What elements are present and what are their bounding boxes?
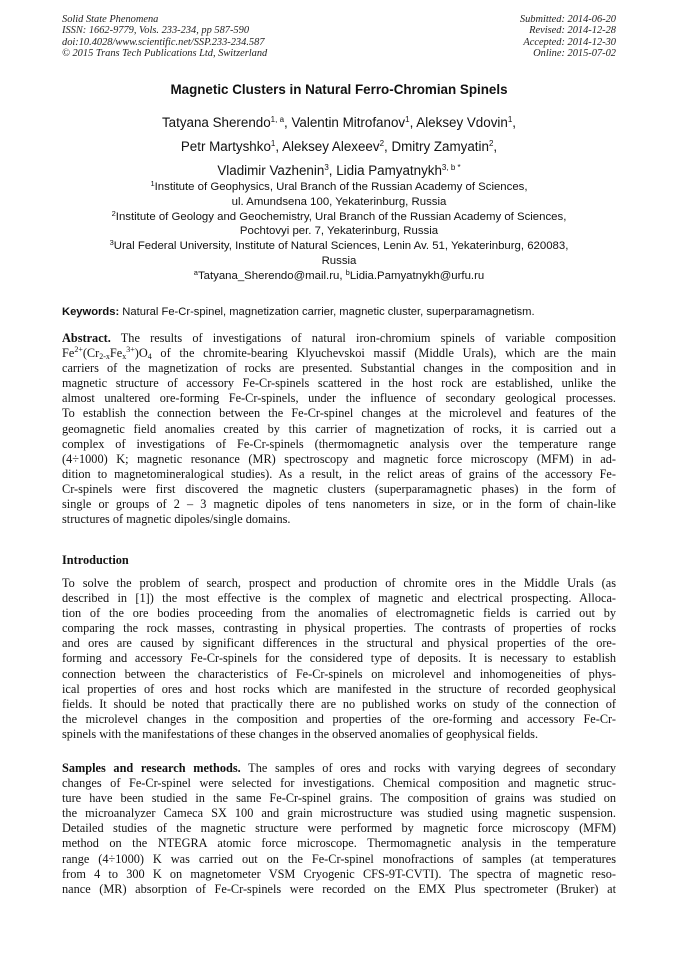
intro-line: fields. It should be noted that practically there are no published works on study of the connection of xyxy=(62,696,616,711)
samples-line: Detailed studies of the magnetic structure were performed by magnetic force microscopy (MFM) xyxy=(62,821,616,836)
abstract-line: single or groups of 2 – 3 magnetic dipoles of tens nanometers in size, or in the form of chain-like xyxy=(62,497,616,512)
formula-part: 3+ xyxy=(126,345,135,355)
samples-line: changes of Fe-Cr-spinel were selected for investigations. Chemical composition and magnetic struc- xyxy=(62,776,616,791)
formula-part: 4 xyxy=(147,352,152,362)
samples-line: method on the NTEGRA atomic force microscope. Thermomagnetic analysis in the temperature xyxy=(62,836,616,851)
author-name: Aleksey Alexeev xyxy=(282,139,380,154)
email-mark: a xyxy=(193,267,198,277)
author-affiliation-mark: 1, a xyxy=(270,115,285,124)
email-b[interactable]: Lidia.Pamyatnykh@urfu.ru xyxy=(349,269,485,282)
formula-part: )O xyxy=(134,346,148,361)
submitted-date: Submitted: 2014-06-20 xyxy=(519,14,616,25)
keywords xyxy=(62,306,622,318)
author-name: Dmitry Zamyatin xyxy=(391,139,489,154)
formula-part: 2-x xyxy=(99,352,110,362)
author-name: Vladimir Vazhenin xyxy=(217,163,325,178)
author-affiliation-mark: 3, b * xyxy=(441,163,461,172)
introduction-section xyxy=(62,576,616,742)
paper-title: Magnetic Clusters in Natural Ferro-Chromian Spinels xyxy=(170,82,508,97)
author-line: Petr Martyshko$^1$, Aleksey Alexeev$^2$, Dmitry Zamyatin$^2$, xyxy=(180,139,498,154)
intro-line: ical properties of ores and host rocks which are manifested in the structure of recorded geophysical xyxy=(62,681,616,696)
author-affiliation-mark: 2 xyxy=(488,139,494,148)
samples-line xyxy=(62,761,616,776)
email-a[interactable]: Tatyana_Sherendo@mail.ru, xyxy=(197,269,346,282)
author-list xyxy=(0,111,678,183)
abstract-text: of the chromite-bearing Klyuchevskoi massif (Middle Urals), which are the main xyxy=(151,346,616,361)
author-line: Vladimir Vazhenin$^3$, Lidia Pamyatnykh$^{3, b *}$ xyxy=(217,163,461,178)
abstract-line: almost unaltered ore-forming Fe-Cr-spinels, under the influence of secondary geological processes. xyxy=(62,391,616,406)
intro-line: and ores are caused by significant differences in the structural and physical properties of the ore- xyxy=(62,636,616,651)
intro-line: To solve the problem of search, prospect and production of chromite ores in the Middle Urals (as xyxy=(62,576,616,590)
author-line: Tatyana Sherendo$^{1, a}$, Valentin Mitrofanov$^1$, Aleksey Vdovin$^1$, xyxy=(161,115,517,130)
author-affiliation-mark: 2 xyxy=(379,139,385,148)
keywords-text: Natural Fe-Cr-spinel, magnetization carrier, magnetic cluster, superparamagnetism. xyxy=(119,306,535,318)
formula-part: x xyxy=(122,352,127,362)
intro-line: connection between the characteristics of Fe-Cr-spinels on microlevel and inhomogeneities of phys- xyxy=(62,666,616,681)
affiliation-text: Ural Federal University, Institute of Natural Sciences, Lenin Av. 51, Yekaterinburg, 620083, xyxy=(113,240,569,253)
intro-line: spinels with the manifestations of these changes in the observed anomalies of geophysical fields. xyxy=(62,726,539,741)
issn-line: ISSN: 1662-9779, Vols. 233-234, pp 587-590 xyxy=(62,25,250,37)
intro-line: tion of the ore bodies proceeding from the anomalies of electromagnetic fields is carried out by xyxy=(62,606,616,621)
abstract-line: (4÷1000) K; magnetic resonance (MR) spectroscopy and magnetic force microscopy (MFM) in ad- xyxy=(62,451,616,466)
samples-line: nance (MR) absorption of Fe-Cr-spinels were recorded on the EMX Plus spectrometer (Bruker) at xyxy=(62,881,616,896)
affiliation-3-address: Russia xyxy=(321,254,357,267)
abstract-line: complex of investigations of Fe-Cr-spinels (thermomagnetic analysis over the temperature range xyxy=(62,436,616,451)
intro-line: described in [1]) the most effective is the complex of magnetic and electrical prospecting. Alloca- xyxy=(62,591,616,606)
affiliation-text: Institute of Geophysics, Ural Branch of the Russian Academy of Sciences, xyxy=(154,181,528,193)
samples-line: the microanalyzer Cameca SX 100 and grain microstructure was studied using magnetic suspension. xyxy=(62,806,616,821)
affiliation-list xyxy=(0,180,678,284)
affiliation-2 xyxy=(0,210,678,225)
author-name: Aleksey Vdovin xyxy=(416,115,508,130)
formula-part: Fe xyxy=(62,346,75,361)
abstract-line: structures of magnetic dipoles/single domains. xyxy=(62,512,291,527)
author-affiliation-mark: 1 xyxy=(405,115,410,124)
online-date: Online: 2015-07-02 xyxy=(533,47,616,59)
affiliation-1 xyxy=(0,180,678,195)
formula-part: 2+ xyxy=(74,345,83,355)
keywords-label: Keywords: xyxy=(62,306,120,318)
abstract-line: magnetic structure of accessory Fe-Cr-spinels scattered in the host rock are established, unlike the xyxy=(62,376,616,391)
author-name: Valentin Mitrofanov xyxy=(291,115,406,130)
author-name: Petr Martyshko xyxy=(180,139,271,154)
abstract-line xyxy=(62,331,616,346)
spinel-formula xyxy=(62,346,152,360)
abstract-line: carriers of the magnetization of rocks are presented. Substantial changes in the composition and in xyxy=(62,361,616,376)
affiliation-mark: 3 xyxy=(109,238,114,248)
introduction-heading: Introduction xyxy=(62,553,129,567)
samples-line: ture have been studied in the same Fe-Cr-spinel grains. The composition of grains was studied on xyxy=(62,791,616,806)
affiliation-2-address: Pochtovyi per. 7, Yekaterinburg, Russia xyxy=(239,225,439,238)
abstract-line xyxy=(62,346,616,361)
revised-date: Revised: 2014-12-28 xyxy=(529,25,616,37)
formula-part: Fe xyxy=(109,346,123,361)
samples-line: range (4÷1000) K was carried out on the Fe-Cr-spinel monofractions of samples (at temperatures xyxy=(62,851,616,866)
accepted-date: Accepted: 2014-12-30 xyxy=(523,36,616,48)
author-name: Tatyana Sherendo xyxy=(161,115,271,130)
abstract-label: Abstract. xyxy=(62,331,111,345)
samples-line: from 4 to 300 K on magnetometer VSM Cryogenic CFS-9T-CVTI). The spectra of magnetic reso- xyxy=(62,866,616,881)
email-mark: b xyxy=(345,267,350,277)
abstract-line: geomagnetic field anomalies created by this carrier of magnetization of rocks, it is carried out a xyxy=(62,421,616,436)
affiliation-1-address: ul. Amundsena 100, Yekaterinburg, Russia xyxy=(231,195,447,208)
journal-info xyxy=(62,14,267,59)
affiliation-mark: 1 xyxy=(150,179,155,188)
samples-text: The samples of ores and rocks with varying degrees of secondary xyxy=(240,761,616,775)
formula-part: (Cr xyxy=(82,346,100,361)
affiliation-3 xyxy=(0,239,678,254)
samples-heading: Samples and research methods. xyxy=(62,761,241,775)
abstract-line: dition to magnetomineralogical studies). As a result, in the relict areas of grains of the accessory Fe- xyxy=(62,466,616,481)
abstract-line: To establish the connection between the Fe-Cr-spinel changes at the microlevel and features of the xyxy=(62,406,616,421)
doi-line[interactable]: doi:10.4028/www.scientific.net/SSP.233-234.587 xyxy=(62,36,265,48)
author-affiliation-mark: 1 xyxy=(507,115,513,124)
intro-line: forming and accessory Fe-Cr-spinels for the considered type of deposits. It is necessary to establish xyxy=(62,651,616,666)
affiliation-mark: 2 xyxy=(111,208,116,218)
abstract-text: The results of investigations of natural iron-chromium spinels of variable composition xyxy=(110,331,616,345)
journal-name: Solid State Phenomena xyxy=(62,14,159,25)
author-affiliation-mark: 3 xyxy=(324,163,329,172)
affiliation-text: Institute of Geology and Geochemistry, Ural Branch of the Russian Academy of Sciences, xyxy=(115,210,567,223)
author-affiliation-mark: 1 xyxy=(270,139,276,148)
abstract-line: Cr-spinels were first discovered the magnetic clusters (superparamagnetic phases) in the form of xyxy=(62,481,616,496)
abstract-section xyxy=(62,331,616,527)
intro-line: comparing the rock masses, contrasting in physical properties. The contrasts of properties of rocks xyxy=(62,621,616,636)
dates-info xyxy=(520,14,616,59)
samples-section xyxy=(62,761,616,897)
email-line xyxy=(0,269,678,284)
intro-line: the microlevel changes in the composition and properties of the ore-forming and accessory Fe-Cr- xyxy=(62,711,616,726)
author-name: Lidia Pamyatnykh xyxy=(336,163,442,178)
copyright-line: © 2015 Trans Tech Publications Ltd, Switzerland xyxy=(62,47,268,59)
